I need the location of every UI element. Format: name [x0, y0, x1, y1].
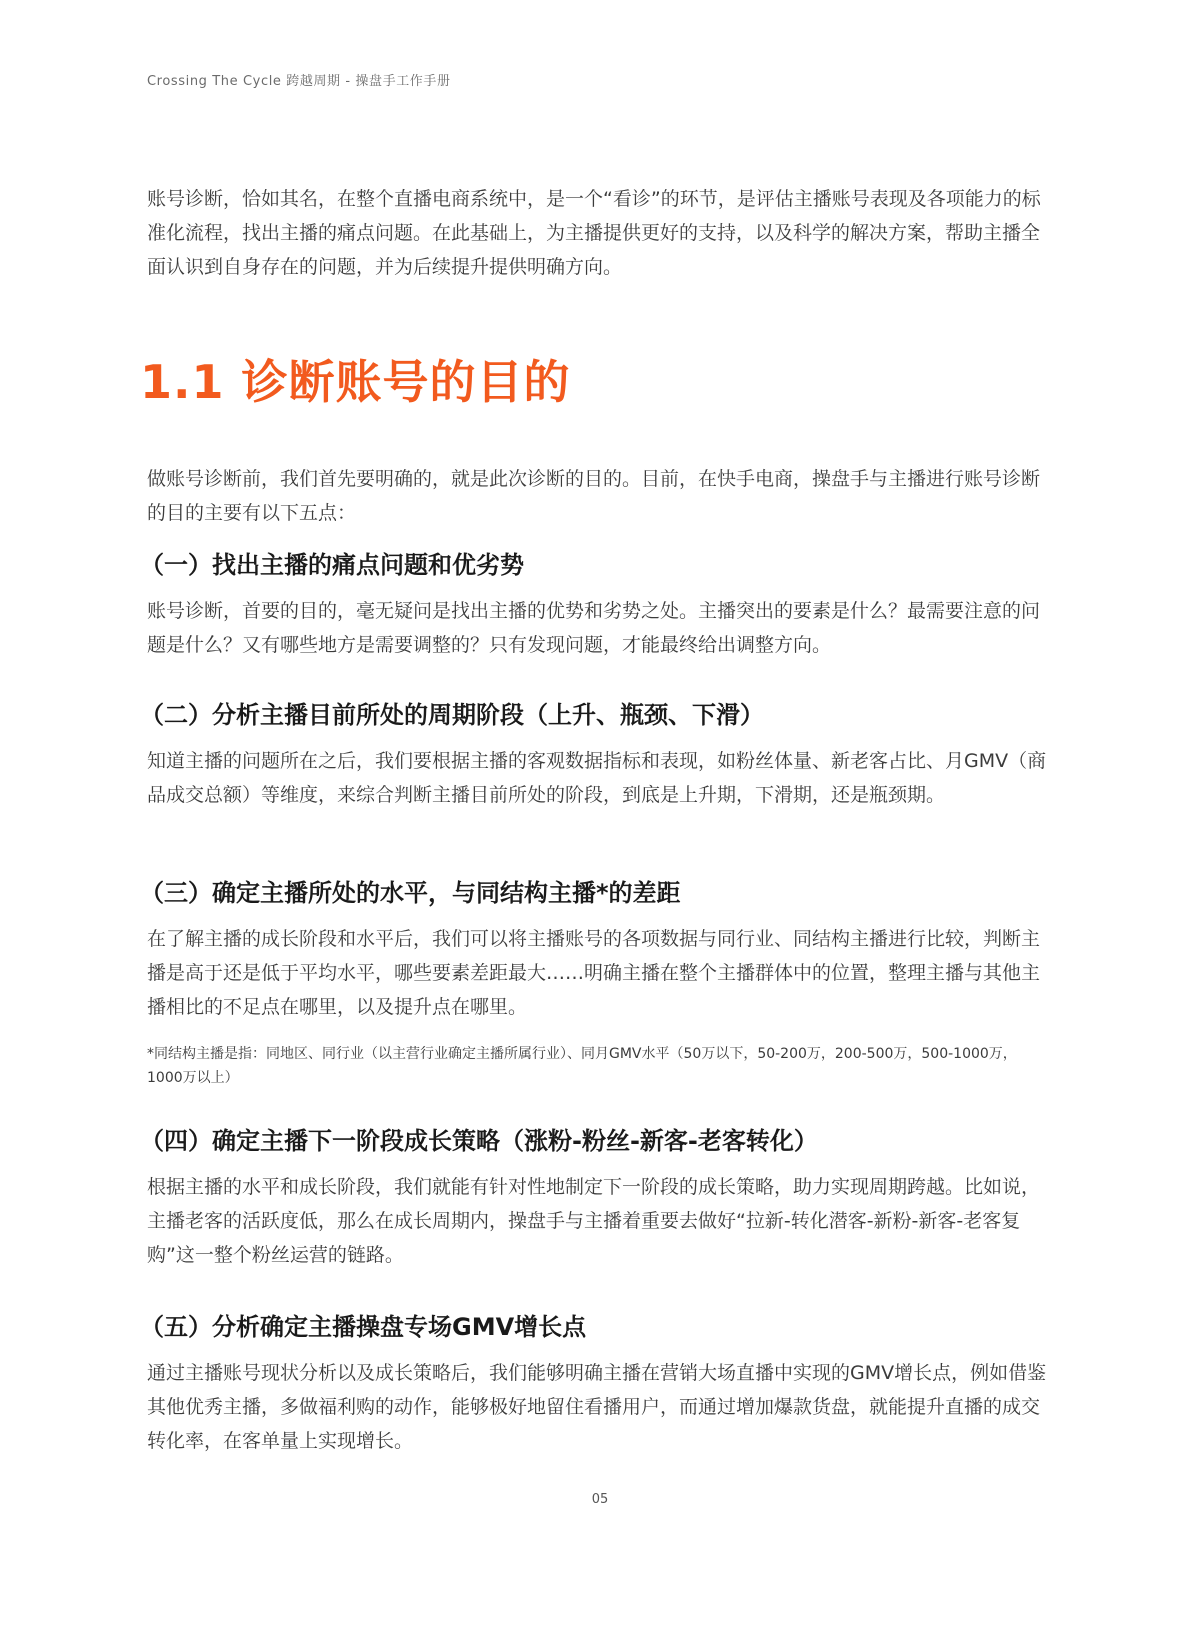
subsection-heading: （二）分析主播目前所处的周期阶段（上升、瓶颈、下滑）: [140, 701, 764, 729]
subsection-body: 账号诊断，首要的目的，毫无疑问是找出主播的优势和劣势之处。主播突出的要素是什么？最需要注意的问题是什么？又有哪些地方是需要调整的？只有发现问题，才能最终给出调整方向。: [147, 600, 1041, 656]
subsection-body: 通过主播账号现状分析以及成长策略后，我们能够明确主播在营销大场直播中实现的GMV增长点，例如借鉴其他优秀主播，多做福利购的动作，能够极好地留住看播用户，而通过增加爆款货盘，就能提升直播的成交转化率，在客单量上实现增长。: [147, 1362, 1047, 1452]
page-number: 05: [591, 1492, 609, 1507]
intro-paragraph: 账号诊断，恰如其名，在整个直播电商系统中，是一个“看诊”的环节，是评估主播账号表现及各项能力的标准化流程，找出主播的痛点问题。在此基础上，为主播提供更好的支持，以及科学的解决方案，帮助主播全面认识到自身存在的问题，并为后续提升提供明确方向。: [147, 188, 1041, 278]
subsection-body: 知道主播的问题所在之后，我们要根据主播的客观数据指标和表现，如粉丝体量、新老客占比、月GMV（商品成交总额）等维度，来综合判断主播目前所处的阶段，到底是上升期，下滑期，还是瓶颈期。: [147, 750, 1047, 806]
subsection-3: [140, 876, 1052, 1090]
footnote: *同结构主播是指：同地区、同行业（以主营行业确定主播所属行业）、同月GMV水平（50万以下，50-200万，200-500万，500-1000万，1000万以上）: [147, 1046, 1017, 1086]
subsection-heading: （五）分析确定主播操盘专场GMV增长点: [140, 1313, 587, 1341]
subsection-heading: （四）确定主播下一阶段成长策略（涨粉-粉丝-新客-老客转化）: [140, 1127, 818, 1155]
lead-paragraph: 做账号诊断前，我们首先要明确的，就是此次诊断的目的。目前，在快手电商，操盘手与主播进行账号诊断的目的主要有以下五点：: [147, 468, 1041, 524]
subsection-body: 在了解主播的成长阶段和水平后，我们可以将主播账号的各项数据与同行业、同结构主播进行比较，判断主播是高于还是低于平均水平，哪些要素差距最大……明确主播在整个主播群体中的位置，整理主播与其他主播相比的不足点在哪里，以及提升点在哪里。: [147, 928, 1041, 1018]
subsection-1: [140, 548, 1052, 662]
subsection-4: [140, 1124, 1052, 1272]
running-header: Crossing The Cycle 跨越周期 - 操盘手工作手册: [147, 74, 451, 89]
lead-block: [147, 462, 1052, 530]
intro-block: [147, 182, 1052, 284]
subsection-5: [140, 1310, 1052, 1458]
subsection-body: 根据主播的水平和成长阶段，我们就能有针对性地制定下一阶段的成长策略，助力实现周期跨越。比如说，主播老客的活跃度低，那么在成长周期内，操盘手与主播着重要去做好“拉新-转化潜客-新粉-新客-老客复购”这一整个粉丝运营的链路。: [147, 1176, 1041, 1266]
subsection-heading: （三）确定主播所处的水平，与同结构主播*的差距: [140, 879, 681, 907]
section-title: 1.1 诊断账号的目的: [140, 355, 571, 409]
subsection-2: [140, 698, 1052, 812]
subsection-heading: （一）找出主播的痛点问题和优劣势: [140, 551, 524, 579]
